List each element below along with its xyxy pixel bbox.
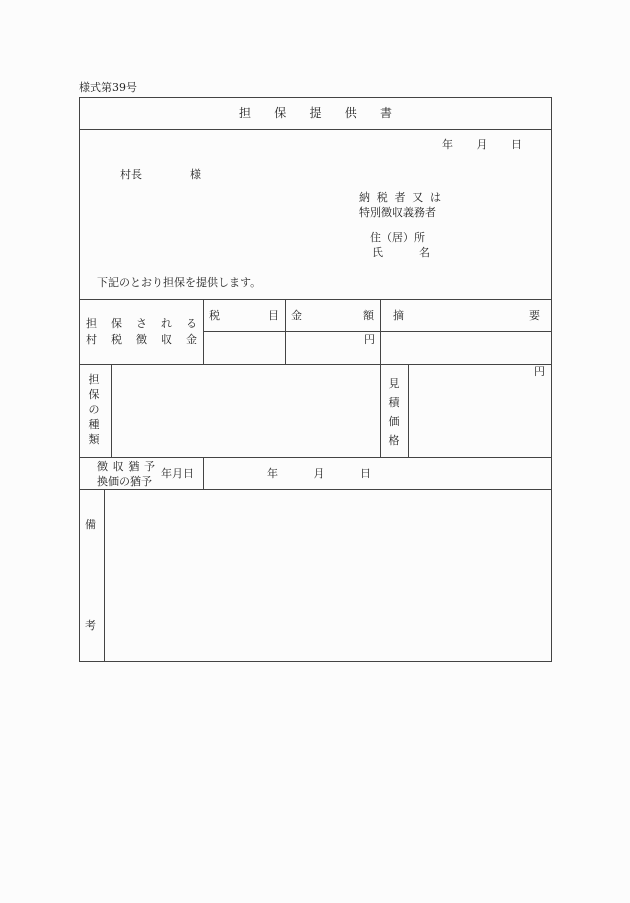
grace-label-line1: 徴 収 猶 予 (97, 460, 155, 473)
estimate-yen-unit: 円 (534, 365, 545, 378)
grace-label-suffix: 年月日 (161, 467, 194, 480)
estimate-price-field[interactable] (409, 365, 551, 456)
divider-estimate-left (380, 364, 381, 457)
document-title: 担 保 提 供 書 (239, 106, 392, 120)
taxpayer-label-line1: 納 税 者 又 は (359, 191, 441, 204)
summary-field[interactable] (381, 332, 551, 363)
address-label: 住（居）所 (370, 231, 425, 244)
estimate-price-label: 見 積 価 格 (388, 377, 400, 447)
grace-label-line2: 換価の猶予 (97, 475, 152, 488)
tax-section-label-line1: 担 保 さ れ る (86, 317, 197, 330)
col-header-summary: 摘 要 (393, 309, 540, 322)
grace-date[interactable]: 年 月 日 (267, 467, 371, 480)
collateral-type-label: 担 保 の 種 類 (88, 373, 100, 446)
tax-item-field[interactable] (204, 332, 284, 363)
tax-section-label-line2: 村 税 徴 収 金 (86, 333, 197, 346)
amount-yen-unit: 円 (364, 333, 375, 346)
col-header-tax-item: 税 目 (209, 309, 279, 322)
submission-date: 年 月 日 (442, 138, 522, 151)
statement: 下記のとおり担保を提供します。 (97, 276, 262, 289)
collateral-type-field[interactable] (112, 365, 379, 456)
form-number: 様式第39号 (79, 81, 137, 94)
name-label: 氏 名 (372, 246, 430, 259)
divider-grace-label (203, 457, 204, 489)
col-header-amount: 金 額 (291, 309, 374, 322)
remarks-label-bottom: 考 (85, 619, 96, 632)
divider-header-block (79, 299, 552, 300)
addressee-honorific: 様 (190, 168, 201, 181)
addressee-village-head: 村長 (120, 168, 142, 181)
taxpayer-label-line2: 特別徴収義務者 (359, 206, 436, 219)
divider-collateral (79, 457, 552, 458)
divider-title (79, 129, 552, 130)
remarks-label-top: 備 (85, 518, 96, 531)
remarks-field[interactable] (105, 490, 551, 661)
